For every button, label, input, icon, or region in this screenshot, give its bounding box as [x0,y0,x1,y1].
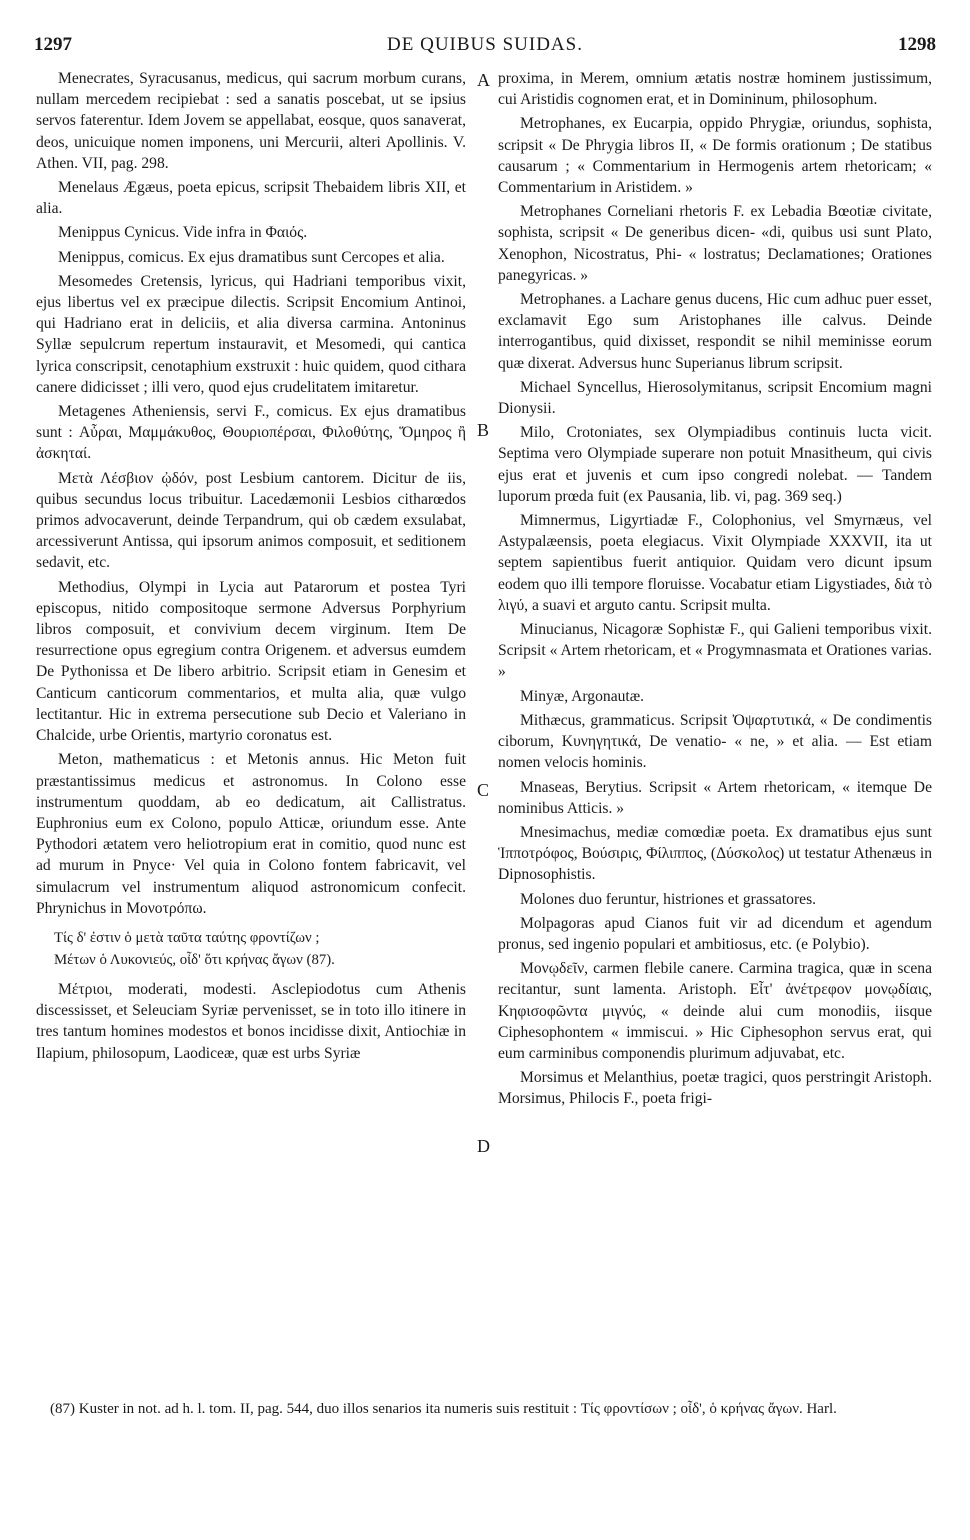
section-marker-d: D [477,1136,490,1156]
paragraph: Μονῳδεῖν, carmen flebile canere. Carmina tragica, quæ in scena recitantur, sunt lamenta. Aristoph. Εἶτ' ἀνέτρεφον μονῳδίαις, Κηφισοφῶντα μιγνύς, « deinde alui cum monodiis, iisque Ciphesophontem « immiscui. » Hic Ciphesophon servus erat, qui eum carminibus componendis plurimum adjuvabat, etc. [498,960,932,1062]
page-header [34,34,936,62]
left-column [36,68,466,1067]
paragraph: Metrophanes Corneliani rhetoris F. ex Lebadia Bœotiæ civitate, sophista, scripsit « De generibus dicen- «di, quibus usi sunt Plato, Xenophon, Nicostratus, Phi- « lostratus; Declamationes; Orationes panegyricas. » [498,203,932,284]
verse-line: Μέτων ὁ Λυκονιεύς, οἶδ' ὅτι κρήνας ἄγων (87). [54,951,335,968]
paragraph: Methodius, Olympi in Lycia aut Patarorum et postea Tyri episcopus, nitido compositoque sermone Adversus Porphyrium libros composuit, et convivium decem virginum. Item De resurrectione opus egregium contra Origenem. et adversus eumdem De Pythonissa et De libero arbitrio. Scripsit etiam in Genesim et Canticum canticorum commentarios, et multa alia, quæ vulgo lectitantur. Hic in extrema persecutione sub Decio et Valeriano in Chalcide, urbe Orientis, martyrio coronatus est. [36,578,466,745]
running-title: DE QUIBUS SUIDAS. [387,34,583,55]
paragraph: Morsimus et Melanthius, poetæ tragici, quos perstringit Aristoph. Morsimus, Philocis F., poeta frigi- [498,1069,932,1108]
paragraph: Metagenes Atheniensis, servi F., comicus. Ex ejus dramatibus sunt : Αὖραι, Μαμμάκυθος, Θουριοπέρσαι, Φιλοθύτης, Ὅμηρος ἢ ἀσκηταί. [36,403,466,463]
paragraph: Meton, mathematicus : et Metonis annus. Hic Meton fuit præstantissimus medicus et astronomus. In Colono esse instrumentum quoddam, ab eo dedicatum, ait Callistratus. Euphronius eum ex Colono, populo Atticæ, oriundum esse. Ante Pythodori ætatem vero heliotropium erat in comitio, quod nunc est ad murum in Pnyce· Vel quia in Colono fontem fabricavit, vel simulacrum vel instrumentum aliquod astronomicum confecit. Phrynichus in Μονοτρόπω. [36,751,466,917]
paragraph: Mnesimachus, mediæ comœdiæ poeta. Ex dramatibus ejus sunt Ἱπποτρόφος, Βούσιρις, Φίλιππος, (Δύσκολος) ut testatur Athenæus in Dipnosophistis. [498,823,932,884]
paragraph: Metrophanes, ex Eucarpia, oppido Phrygiæ, oriundus, sophista, scripsit « De Phrygia libros II, « De formis orationum ; De statibus causarum ; « Commentarium in Hermogenis artem rhetoricam; « Commentarium in Aristidem. » [498,115,932,197]
paragraph: Minyæ, Argonautæ. [520,687,645,705]
paragraph: Mimnermus, Ligyrtiadæ F., Colophonius, vel Smyrnæus, vel Astypalæensis, poeta elegiacus. Vixit Olympiade XXXVII, ita ut septem sapientibus fuerit antiquior. Quidam vero dicunt ipsum eodem quo illi tempore floruisse. Vocabatur etiam Ligystiades, διὰ τὸ λιγύ, a suavi et arguto cantu. Scripsit multa. [498,512,932,614]
footnote-text: (87) Kuster in not. ad h. l. tom. II, pag. 544, duo illos senarios ita numeris suis restituit : Τίς φροντίσων ; οἶδ', ὁ κρήνας ἄγων. Harl. [50,1401,837,1417]
page-number-left: 1297 [34,34,72,55]
section-marker-c: C [477,780,490,800]
paragraph: Mnaseas, Berytius. Scripsit « Artem rhetoricam, « itemque De nominibus Atticis. » [498,778,932,817]
paragraph: Minucianus, Nicagoræ Sophistæ F., qui Galieni temporibus vixit. Scripsit « Artem rhetoricam, et « Progymnasmata et Orationes varias. » [498,621,932,681]
verse-quote [36,927,466,971]
section-marker-a: A [477,70,490,90]
right-column [498,68,932,1113]
paragraph: Michael Syncellus, Hierosolymitanus, scripsit Encomium magni Dionysii. [498,378,932,418]
paragraph: Molones duo feruntur, histriones et grassatores. [520,890,817,908]
paragraph: Menelaus Ægæus, poeta epicus, scripsit Thebaidem libris XII, et alia. [36,179,466,218]
paragraph: Μετὰ Λέσβιον ᾠδόν, post Lesbium cantorem. Dicitur de iis, quibus secundus locus tribuitur. Lacedæmonii Lesbios citharœdos primos advocaverunt, deinde Terpandrum, qui ob cædem exsulabat, arcessiverunt Antissa, qui ipsorum animos composuit, et seditionem sedavit, etc. [36,469,466,572]
paragraph: Metrophanes. a Lachare genus ducens, Hic cum adhuc puer esset, exclamavit Ego sum Aristophanes ille calvus. Deinde interrogantibus, quid dixisset, respondit se nihil meminisse eorum quæ dixerat. Adversus hunc Superianus librum scripsit. [498,291,932,372]
verse-line: Τίς δ' ἐστιν ὁ μετὰ ταῦτα ταύτης φροντίζων ; [54,929,320,946]
paragraph: Μέτριοι, moderati, modesti. Asclepiodotus cum Athenis discessisset, et Seleuciam Syriæ pervenisset, se in toto illo itinere in tres tantum homines modestos et bonos incidisse dixit, Antiochiæ in Ilapium, philosopum, Laodiceæ, quæ est urbs Syriæ [36,980,466,1062]
paragraph: Mithæcus, grammaticus. Scripsit Ὀψαρτυτικά, « De condimentis ciborum, Κυνηγητικά, De venatio- « ne, » et alia. — Est etiam nomen velocis hominis. [498,711,932,772]
page-number-right: 1298 [898,34,936,55]
paragraph: proxima, in Merem, omnium ætatis nostræ hominem justissimum, cui Aristidis cognomen erat, et in Domininum, philosophum. [498,70,932,109]
paragraph: Molpagoras apud Cianos fuit vir ad dicendum et agendum pronus, sed ingenio populari et ambitiosus, etc. (e Polybio). [498,914,932,953]
footnote [36,1399,934,1419]
paragraph: Menecrates, Syracusanus, medicus, qui sacrum morbum curans, nullam mercedem recipiebat : sed a sanatis poscebat, ut se ipsius servos faterentur. Idem Jovem se appellabat, eosque, quos sanaverat, deos, unicuique nomen imponens, uni Mercurii, alteri Apollinis. V. Athen. VII, pag. 298. [36,70,466,172]
paragraph: Mesomedes Cretensis, lyricus, qui Hadriani temporibus vixit, ejus libertus vel ex præcipue dilectis. Scripsit Encomium Antinoi, qui Hadriano erat in deliciis, et alia diversa carmina. Antoninus Syllæ sepulcrum repertum instauravit, et Mesomedi, qui cantica lyrica conscripsit, cenotaphium exstruxit : huic quidem, quod cithara canere didicisset ; illi vero, quod ejus crudelitatem imitaretur. [36,272,466,396]
paragraph: Menippus, comicus. Ex ejus dramatibus sunt Cercopes et alia. [58,248,445,266]
paragraph: Menippus Cynicus. Vide infra in Φαιός. [58,224,308,242]
section-marker-b: B [477,420,490,440]
paragraph: Milo, Crotoniates, sex Olympiadibus continuis lucta vicit. Septima vero Olympiade superare non potuit Mnasitheum, qui civis ejus erat et juvenis et cum ipso congredi nolebat. — Tandem luporum prœda fuit (ex Pausania, lib. vi, pag. 369 seq.) [498,424,932,505]
